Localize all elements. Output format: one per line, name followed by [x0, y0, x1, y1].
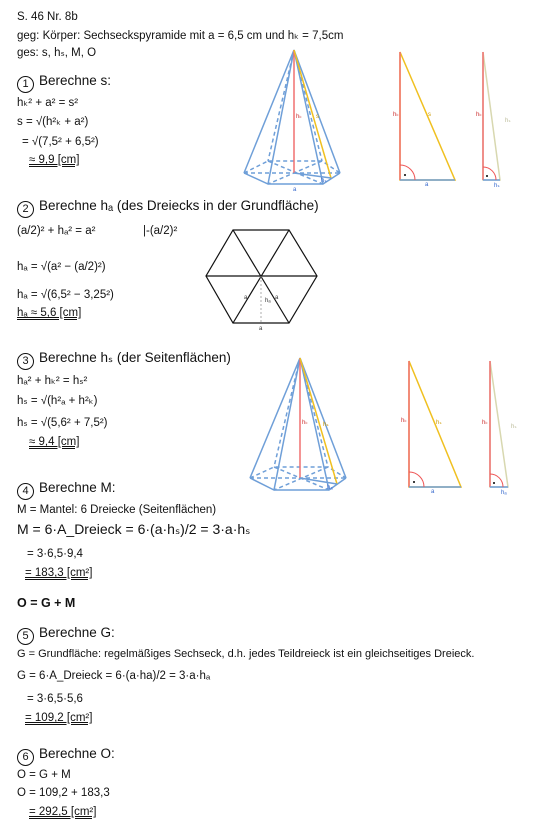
s5-eq2: G = 6·A_Dreieck = 6·(a·ha)/2 = 3·a·hₐ: [17, 670, 211, 682]
section-3-heading: 3 Berechne hₛ (der Seitenflächen): [17, 351, 231, 370]
given-values: geg: Körper: Sechseckspyramide mit a = 6,5 cm und hₖ = 7,5cm: [17, 30, 344, 42]
step-number-6: 6: [17, 749, 34, 766]
label-hs-tri3: hₛ: [436, 420, 442, 426]
label-hs-tri2: hₛ: [505, 118, 511, 124]
surface-formula: O = G + M: [17, 596, 76, 610]
s1-eq2: s = √(h²ₖ + a²): [17, 116, 89, 128]
label-a-base: a: [293, 187, 297, 193]
step-number-5: 5: [17, 628, 34, 645]
hexagon-diagram: [206, 230, 317, 323]
s6-eq1: O = G + M: [17, 769, 71, 781]
label-ha-tri2: hₛ: [494, 183, 500, 189]
s6-eq2: O = 109,2 + 183,3: [17, 787, 110, 799]
s2-eq1: (a/2)² + hₐ² = a²: [17, 225, 96, 237]
s3-result: ≈ 9,4 [cm]: [29, 436, 80, 448]
label-hk-tri3: hₖ: [401, 418, 407, 424]
label-hs-p2: hₛ: [323, 422, 329, 428]
label-ha-p2: hₐ: [327, 485, 333, 491]
s4-eq2: M = 6·A_Dreieck = 6·(a·hₛ)/2 = 3·a·hₛ: [17, 521, 251, 537]
s1-eq3: = √(7,5² + 6,5²): [22, 136, 99, 148]
s2-eq3: hₐ = √(6,5² − 3,25²): [17, 289, 114, 301]
s2-eq2: hₐ = √(a² − (a/2)²): [17, 261, 106, 273]
label-s-tri1: s: [428, 112, 431, 118]
section-5-heading: 5 Berechne G:: [17, 626, 115, 645]
s4-eq3: = 3·6,5·9,4: [27, 548, 83, 560]
step-number-1: 1: [17, 76, 34, 93]
s5-result: = 109,2 [cm²]: [25, 712, 93, 724]
label-a-hex2: a: [275, 295, 279, 301]
label-a-tri1: a: [425, 182, 429, 188]
label-hs-base: hₛ: [321, 178, 327, 184]
s6-result: = 292,5 [cm²]: [29, 806, 97, 818]
section-6-heading: 6 Berechne O:: [17, 747, 115, 766]
s4-result: = 183,3 [cm²]: [25, 567, 93, 579]
label-s: s: [316, 114, 319, 120]
label-a-hex3: a: [259, 326, 263, 332]
section-2-heading: 2 Berechne hₐ (des Dreiecks in der Grundfläche): [17, 199, 319, 218]
s2-eq1-operation: |-(a/2)²: [143, 225, 178, 237]
s2-result: hₐ ≈ 5,6 [cm]: [17, 307, 82, 319]
label-hk-p2: hₖ: [302, 420, 308, 426]
label-ha-hex: hₐ: [265, 298, 271, 304]
step-number-2: 2: [17, 201, 34, 218]
label-hk: hₖ: [296, 114, 302, 120]
s3-eq3: hₛ = √(5,6² + 7,5²): [17, 417, 108, 429]
step-number-3: 3: [17, 353, 34, 370]
s1-eq1: hₖ² + a² = s²: [17, 97, 79, 109]
label-hk-tri1: hₖ: [393, 112, 399, 118]
label-a-hex1: a: [244, 295, 248, 301]
pyramid-diagram-2: [250, 358, 346, 490]
label-a-tri3: a: [431, 489, 435, 495]
s3-eq2: hₛ = √(h²ₐ + h²ₖ): [17, 395, 98, 407]
label-ha-tri4: hₐ: [501, 490, 507, 496]
exercise-number: S. 46 Nr. 8b: [17, 11, 78, 23]
step-number-4: 4: [17, 483, 34, 500]
label-hk-tri2: hₖ: [476, 112, 482, 118]
s3-eq1: hₐ² + hₖ² = hₛ²: [17, 375, 88, 387]
s1-result: ≈ 9,9 [cm]: [29, 154, 80, 166]
s5-eq3: = 3·6,5·5,6: [27, 693, 83, 705]
label-hs-tri4: hₛ: [511, 424, 517, 430]
section-4-heading: 4 Berechne M:: [17, 481, 116, 500]
wanted-values: ges: s, hₛ, M, O: [17, 47, 97, 59]
s5-eq1: G = Grundfläche: regelmäßiges Sechseck, d.h. jedes Teildreieck ist ein gleichseitiges Dreieck.: [17, 648, 475, 660]
section-1-heading: 1 Berechne s:: [17, 74, 111, 93]
label-hk-tri4: hₖ: [482, 420, 488, 426]
s4-eq1: M = Mantel: 6 Dreiecke (Seitenflächen): [17, 504, 217, 516]
